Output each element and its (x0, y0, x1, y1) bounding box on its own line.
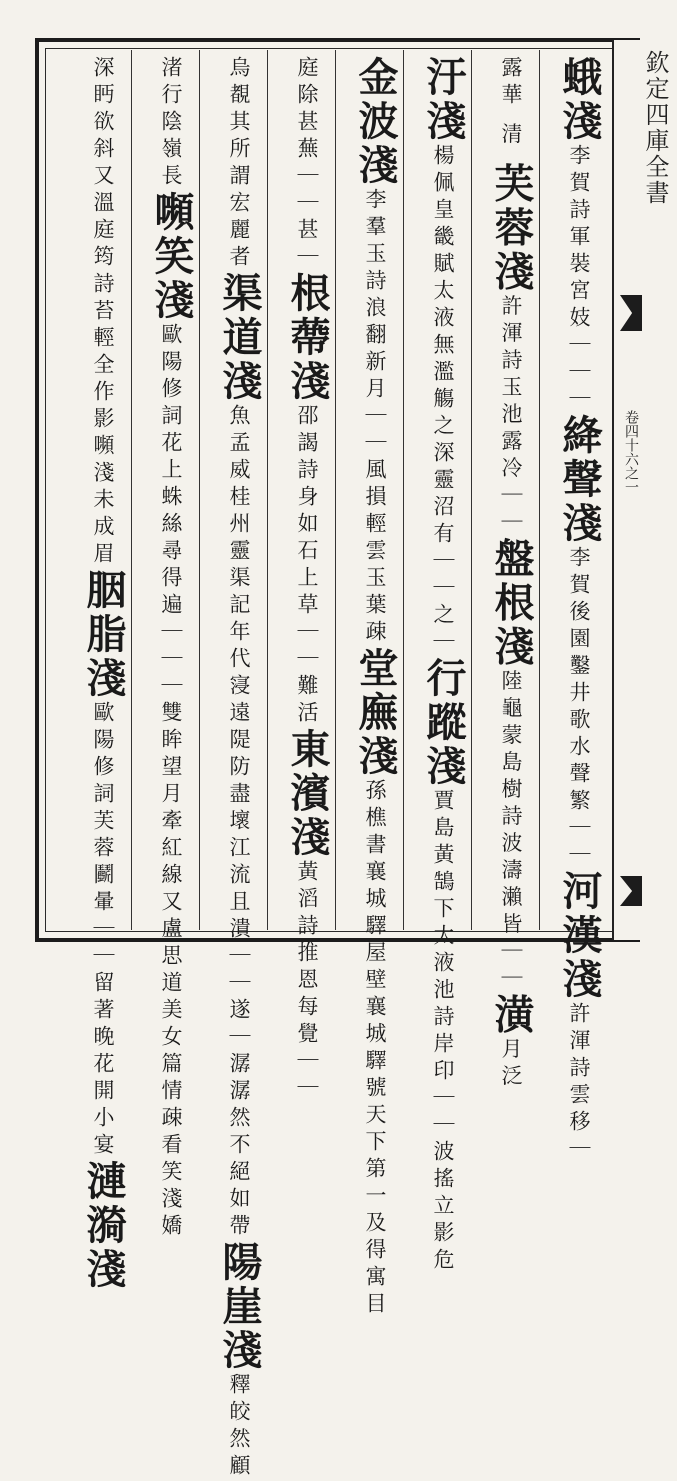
citation-text: 李賀詩軍裝宮妓｜｜｜ (567, 144, 591, 414)
book-title: 欽定四庫全書 (641, 50, 669, 206)
headword: 渠道淺 (216, 272, 263, 404)
text-column (409, 56, 469, 1275)
headword: 蛾淺 (556, 56, 603, 144)
citation-text: 歐陽修詞芙蓉鬬暈｜｜留著晚花開小宴 (91, 701, 115, 1160)
citation-text: 李賀後園鑿井歌水聲繁｜｜ (567, 546, 591, 870)
citation-text: 邵謁詩身如石上草｜｜難活 (295, 404, 319, 728)
headword: 胭脂淺 (80, 569, 127, 701)
citation-text: 庭除甚蕪｜｜甚｜ (295, 56, 319, 272)
citation-text: 許渾詩雲移｜ (567, 1002, 591, 1164)
citation-text: 李羣玉詩浪翻新月｜｜風損輕雲玉葉疎 (363, 188, 387, 647)
citation-text: 陸龜蒙島樹詩波濤瀨皆｜｜ (499, 669, 523, 994)
text-column (341, 56, 401, 1319)
headword: 盤根淺 (488, 537, 535, 670)
text-column (137, 56, 197, 1241)
citation-text: 釋皎然顧 (227, 1373, 251, 1481)
headword: 河漢淺 (556, 870, 603, 1002)
citation-text: 渚行陰嶺長 (159, 56, 183, 191)
headword: 芙蓉淺 (488, 162, 535, 295)
headword: 漣漪淺 (80, 1160, 127, 1292)
citation-text: 露華 清 (499, 56, 523, 163)
text-column (545, 56, 605, 1164)
headword: 根蔕淺 (284, 272, 331, 404)
citation-text: 孫樵書襄城驛屋壁襄城驛號天下第一及得寓目 (363, 779, 387, 1319)
citation-text: 賈島黃鵠下太液池詩岸印｜｜波搖立影危 (431, 789, 455, 1275)
citation-text: 黃滔詩推恩每覺｜｜ (295, 860, 319, 1103)
inner-border (45, 48, 630, 932)
citation-text: 歐陽修詞花上蛛絲尋得遍｜｜｜雙眸望月牽紅線又盧思道美女篇情疎看笑淺嬌 (159, 323, 183, 1241)
citation-text: 許渾詩玉池露冷｜｜ (499, 294, 523, 538)
column-rule (267, 50, 268, 930)
headword: 嚬笑淺 (148, 191, 195, 323)
headword: 金波淺 (352, 56, 399, 188)
text-column (205, 56, 265, 1481)
citation-text: 楊佩皇畿賦太液無濫觴之深靈沼有｜｜之｜ (431, 144, 455, 657)
volume-label: 卷四十六之一 (623, 410, 639, 494)
citation-text: 深眄欲斜又溫庭筠詩苔輕全作影嚬淺未成眉 (91, 56, 115, 569)
headword: 堂廡淺 (352, 647, 399, 779)
column-rule (403, 50, 404, 930)
headword: 陽崖淺 (216, 1241, 263, 1373)
column-rule (335, 50, 336, 930)
headword: 潢 (488, 993, 535, 1038)
text-column (69, 56, 129, 1292)
citation-text: 月泛 (499, 1037, 523, 1092)
headword: 行蹤淺 (420, 657, 467, 789)
column-rule (539, 50, 540, 930)
text-column (273, 56, 333, 1103)
column-rule (131, 50, 132, 930)
text-column (477, 56, 537, 1092)
column-rule (199, 50, 200, 930)
citation-text: 烏覩其所謂宏麗者 (227, 56, 251, 272)
citation-text: 魚孟威桂州靈渠記年代寖遠隄防盡壞江流且潰｜｜遂｜潺潺然不絕如帶 (227, 404, 251, 1241)
headword: 東濱淺 (284, 728, 331, 860)
headword: 絳聲淺 (556, 414, 603, 546)
headword: 汙淺 (420, 56, 467, 144)
column-rule (471, 50, 472, 930)
